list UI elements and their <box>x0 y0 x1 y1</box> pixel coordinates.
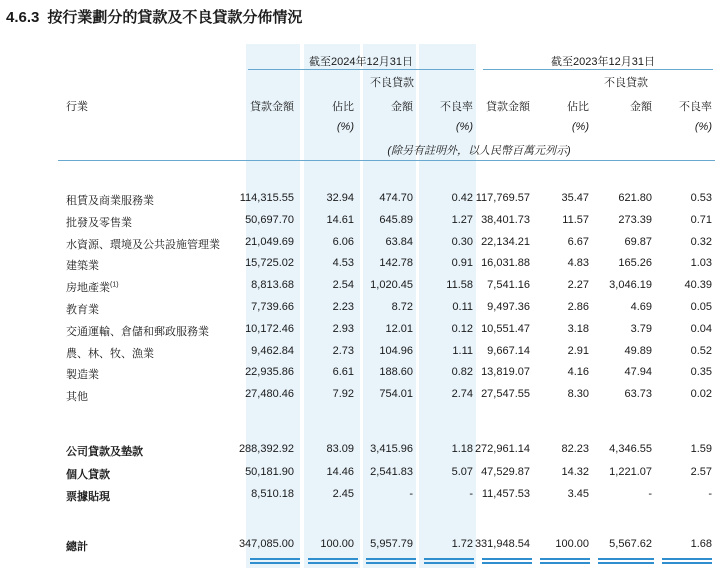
industry-row <box>0 279 721 299</box>
row-value: 1.27 <box>451 213 473 226</box>
row-value: 6.06 <box>332 235 354 248</box>
row-value: 14.61 <box>326 213 354 226</box>
row-value: 8,813.68 <box>251 279 294 292</box>
row-value: 8,510.18 <box>251 488 294 500</box>
row-value: 5,567.62 <box>609 538 652 550</box>
row-value: 22,134.21 <box>481 235 530 248</box>
total-rule-7 <box>598 558 654 564</box>
row-value: 331,948.54 <box>474 538 530 550</box>
row-value: 6.61 <box>332 366 354 379</box>
row-value: 10,551.47 <box>481 322 530 335</box>
row-value: 22,935.86 <box>245 366 294 379</box>
row-value: - <box>409 488 413 500</box>
row-label <box>66 279 119 295</box>
row-label-text: 製造業 <box>66 369 99 382</box>
share-unit-2024: (%) <box>336 121 354 133</box>
row-value: 15,725.02 <box>245 257 294 270</box>
npl-group-2024: 不良貸款 <box>370 77 414 89</box>
row-value: 1.72 <box>451 538 473 550</box>
row-value: 2.93 <box>332 322 354 335</box>
industry-header: 行業 <box>66 101 88 113</box>
row-label <box>66 323 209 339</box>
total-rule-5 <box>482 558 532 564</box>
row-value: 27,547.55 <box>481 388 530 401</box>
row-label-text: 其他 <box>66 391 88 404</box>
row-value: 16,031.88 <box>481 257 530 270</box>
row-label <box>66 388 88 404</box>
row-value: 2.54 <box>332 279 354 292</box>
row-label-text: 交通運輸、倉儲和郵政服務業 <box>66 325 209 338</box>
share-header-2024: 佔比 <box>332 101 354 113</box>
row-value: 5,957.79 <box>370 538 413 550</box>
row-value: 7,541.16 <box>487 279 530 292</box>
row-value: 0.52 <box>690 344 712 357</box>
row-value: 63.73 <box>624 388 652 401</box>
row-label <box>66 192 154 208</box>
row-value: 4.16 <box>567 366 589 379</box>
row-value: 0.02 <box>690 388 712 401</box>
row-value: - <box>469 488 473 500</box>
row-value: 4,346.55 <box>609 443 652 455</box>
row-value: 63.84 <box>385 235 413 248</box>
period-2024-label: 截至2024年12月31日 <box>309 56 413 68</box>
row-label-text: 房地產業 <box>66 282 110 295</box>
industry-row <box>0 214 721 234</box>
row-value: 50,697.70 <box>245 213 294 226</box>
row-value: 1,020.45 <box>370 279 413 292</box>
loan-amount-header-2024: 貸款金額 <box>250 101 294 113</box>
row-value: 9,667.14 <box>487 344 530 357</box>
row-value: 3.79 <box>630 322 652 335</box>
row-value: 0.05 <box>690 301 712 313</box>
total-rule-8 <box>662 558 712 564</box>
row-value: 2.27 <box>567 279 589 292</box>
row-value: 13,819.07 <box>481 366 530 379</box>
row-value: 2,541.83 <box>370 465 413 478</box>
row-value: 10,172.46 <box>245 322 294 335</box>
npl-group-2023: 不良貸款 <box>604 77 648 89</box>
row-value: 1.18 <box>451 443 473 455</box>
industry-row <box>0 345 721 365</box>
row-value: 0.30 <box>451 235 473 248</box>
row-label-text: 公司貸款及墊款 <box>66 446 143 458</box>
header-bottom-rule <box>58 160 715 161</box>
row-value: 14.46 <box>326 465 354 478</box>
subtotal-row <box>0 443 721 463</box>
row-value: 47,529.87 <box>481 465 530 478</box>
row-value: 2.57 <box>690 465 712 478</box>
row-value: 0.04 <box>690 322 712 335</box>
row-value: 754.01 <box>379 388 413 401</box>
row-value: 49.89 <box>624 344 652 357</box>
row-value: 38,401.73 <box>481 213 530 226</box>
row-value: 288,392.92 <box>238 443 294 455</box>
row-value: 2.91 <box>567 344 589 357</box>
npl-ratio-header-2023: 不良率 <box>679 101 712 113</box>
row-label <box>66 488 110 504</box>
period-2024-rule <box>248 69 474 70</box>
industry-row <box>0 257 721 277</box>
row-value: 621.80 <box>618 192 652 204</box>
row-value: 1.03 <box>690 257 712 270</box>
row-value: 14.32 <box>561 465 589 478</box>
row-value: 11.57 <box>562 213 589 226</box>
row-value: 4.69 <box>630 301 652 313</box>
row-label <box>66 366 99 382</box>
row-value: - <box>708 488 712 500</box>
row-value: 40.39 <box>684 279 712 292</box>
row-value: 165.26 <box>618 257 652 270</box>
row-label-text: 建築業 <box>66 260 99 273</box>
share-unit-2023: (%) <box>571 121 589 133</box>
subtotal-row <box>0 466 721 486</box>
row-value: 21,049.69 <box>245 235 294 248</box>
row-value: 47.94 <box>624 366 652 379</box>
industry-row <box>0 192 721 212</box>
row-value: 82.23 <box>561 443 589 455</box>
row-value: 0.91 <box>451 257 473 270</box>
total-rule-3 <box>366 558 416 564</box>
row-value: 100.00 <box>320 538 354 550</box>
row-label <box>66 236 220 252</box>
row-value: 2.73 <box>332 344 354 357</box>
row-value: 0.35 <box>690 366 712 379</box>
industry-row <box>0 236 721 256</box>
row-value: 2.45 <box>332 488 354 500</box>
row-value: 9,497.36 <box>487 301 530 313</box>
row-value: 11.58 <box>446 279 473 292</box>
row-label-text: 租賃及商業服務業 <box>66 195 154 207</box>
section-number: 4.6.3 <box>6 9 40 26</box>
row-label <box>66 538 88 554</box>
row-value: 8.72 <box>391 301 413 313</box>
ratio-unit-2023: (%) <box>694 121 712 133</box>
row-value: 1,221.07 <box>609 465 652 478</box>
total-rule-4 <box>424 558 474 564</box>
row-value: 0.82 <box>451 366 473 379</box>
row-value: 4.53 <box>332 257 354 270</box>
row-value: 11,457.53 <box>481 488 530 500</box>
row-label <box>66 466 110 482</box>
row-value: 272,961.14 <box>474 443 530 455</box>
loan-amount-header-2023: 貸款金額 <box>486 101 530 113</box>
row-value: 3,415.96 <box>370 443 413 455</box>
row-value: 7.92 <box>332 388 354 401</box>
row-label-text: 農、林、牧、漁業 <box>66 347 154 360</box>
row-value: 9,462.84 <box>251 344 294 357</box>
row-value: 4.83 <box>567 257 589 270</box>
row-label <box>66 301 99 317</box>
row-value: 0.12 <box>451 322 473 335</box>
row-value: 1.11 <box>452 344 473 357</box>
row-value: 32.94 <box>326 192 354 204</box>
row-value: 27,480.46 <box>245 388 294 401</box>
row-value: 2.74 <box>451 388 473 401</box>
row-value: 35.47 <box>561 192 589 204</box>
row-value: 5.07 <box>451 465 473 478</box>
row-value: 273.39 <box>618 213 652 226</box>
footnote-marker: (1) <box>110 281 119 289</box>
row-value: 0.71 <box>690 213 712 226</box>
row-value: 50,181.90 <box>245 465 294 478</box>
row-value: 69.87 <box>624 235 652 248</box>
unit-note: (除另有註明外，以人民幣百萬元列示) <box>387 145 571 157</box>
row-value: 0.11 <box>452 301 473 313</box>
row-label-text: 水資源、環境及公共設施管理業 <box>66 238 220 251</box>
row-label <box>66 257 99 273</box>
period-2023-rule <box>483 69 713 70</box>
row-value: 7,739.66 <box>251 301 294 313</box>
row-value: 83.09 <box>326 443 354 455</box>
row-value: 3.18 <box>567 322 589 335</box>
row-label-text: 總計 <box>66 541 88 553</box>
row-value: 100.00 <box>555 538 589 550</box>
row-value: 347,085.00 <box>238 538 294 550</box>
row-value: 104.96 <box>379 344 413 357</box>
row-value: - <box>648 488 652 500</box>
row-value: 0.32 <box>690 235 712 248</box>
section-heading: 按行業劃分的貸款及不良貸款分佈情況 <box>47 9 303 26</box>
row-value: 142.78 <box>379 257 413 270</box>
row-value: 8.30 <box>567 388 589 401</box>
amount-header-2024: 金額 <box>391 101 413 113</box>
row-value: 0.42 <box>451 192 473 204</box>
share-header-2023: 佔比 <box>567 101 589 113</box>
row-value: 1.68 <box>690 538 712 550</box>
row-label-text: 批發及零售業 <box>66 216 132 229</box>
row-label-text: 個人貸款 <box>66 468 110 481</box>
total-row <box>0 538 721 558</box>
row-label-text: 票據貼現 <box>66 491 110 503</box>
row-value: 474.70 <box>379 192 413 204</box>
total-rule-6 <box>540 558 590 564</box>
row-value: 1.59 <box>690 443 712 455</box>
total-rule-2 <box>308 558 358 564</box>
row-value: 2.23 <box>332 301 354 313</box>
row-value: 0.53 <box>690 192 712 204</box>
subtotal-row <box>0 488 721 508</box>
row-value: 188.60 <box>379 366 413 379</box>
row-label <box>66 214 132 230</box>
row-label <box>66 345 154 361</box>
row-label-text: 教育業 <box>66 304 99 316</box>
row-value: 3,046.19 <box>609 279 652 292</box>
amount-header-2023: 金額 <box>630 101 652 113</box>
row-value: 3.45 <box>567 488 589 500</box>
industry-row <box>0 388 721 408</box>
row-value: 117,769.57 <box>475 192 530 204</box>
period-2023-label: 截至2023年12月31日 <box>551 56 655 68</box>
row-value: 12.01 <box>385 322 413 335</box>
row-label <box>66 443 143 459</box>
npl-ratio-header-2024: 不良率 <box>440 101 473 113</box>
row-value: 645.89 <box>379 213 413 226</box>
row-value: 114,315.55 <box>239 192 294 204</box>
row-value: 2.86 <box>567 301 589 313</box>
total-rule-1 <box>250 558 300 564</box>
industry-row <box>0 323 721 343</box>
ratio-unit-2024: (%) <box>455 121 473 133</box>
row-value: 6.67 <box>567 235 589 248</box>
section-title <box>6 6 302 27</box>
industry-row <box>0 366 721 386</box>
industry-row <box>0 301 721 321</box>
